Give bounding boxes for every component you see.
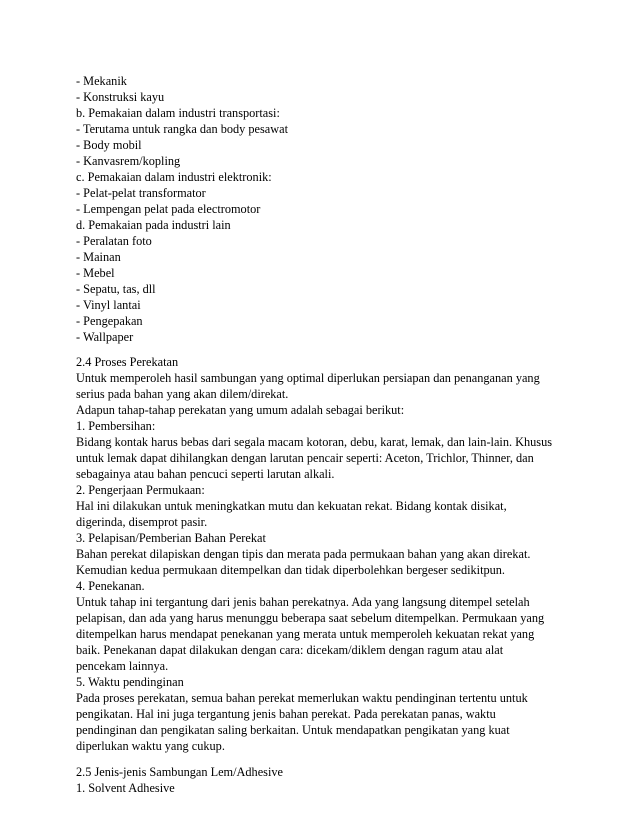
text-line: - Vinyl lantai	[76, 298, 141, 312]
text-line: pencekam lainnya.	[76, 659, 169, 673]
text-line: Adapun tahap-tahap perekatan yang umum adalah sebagai berikut:	[76, 403, 405, 417]
text-line: - Sepatu, tas, dll	[76, 282, 156, 296]
text-line: - Mebel	[76, 266, 115, 280]
text-line: pelapisan, dan ada yang harus menunggu beberapa saat sebelum ditempelkan. Permukaan yang	[76, 611, 545, 625]
text-line: Untuk memperoleh hasil sambungan yang optimal diperlukan persiapan dan penanganan yang	[76, 371, 540, 385]
text-line: Bahan perekat dilapiskan dengan tipis dan merata pada permukaan bahan yang akan direkat.	[76, 547, 531, 561]
text-line: - Kanvasrem/kopling	[76, 154, 181, 168]
text-line: Untuk tahap ini tergantung dari jenis bahan perekatnya. Ada yang langsung ditempel setelah	[76, 595, 530, 609]
text-line: - Pelat-pelat transformator	[76, 186, 206, 200]
text-line: 1. Pembersihan:	[76, 419, 156, 433]
text-line: serius pada bahan yang akan dilem/direkat.	[76, 387, 289, 401]
text-line: 4. Penekanan.	[76, 579, 145, 593]
text-line: - Mainan	[76, 250, 121, 264]
text-line: d. Pemakaian pada industri lain	[76, 218, 231, 232]
text-line: Kemudian kedua permukaan ditempelkan dan tidak diperbolehkan bergeser sedikitpun.	[76, 563, 506, 577]
text-line: pengikatan. Hal ini juga tergantung jenis bahan perekat. Pada perekatan panas, waktu	[76, 707, 496, 721]
text-line: baik. Penekanan dapat dilakukan dengan cara: dicekam/diklem dengan ragum atau alat	[76, 643, 504, 657]
text-line: 1. Solvent Adhesive	[76, 781, 175, 795]
text-line: Pada proses perekatan, semua bahan perekat memerlukan waktu pendinginan tertentu untuk	[76, 691, 528, 705]
text-line: - Mekanik	[76, 74, 127, 88]
section-heading: 2.4 Proses Perekatan	[76, 355, 179, 369]
text-line: - Konstruksi kayu	[76, 90, 165, 104]
section-heading: 2.5 Jenis-jenis Sambungan Lem/Adhesive	[76, 765, 283, 779]
text-line: diperlukan waktu yang cukup.	[76, 739, 225, 753]
text-line: - Pengepakan	[76, 314, 143, 328]
text-line: - Wallpaper	[76, 330, 134, 344]
text-line: Hal ini dilakukan untuk meningkatkan mutu dan kekuatan rekat. Bidang kontak disikat,	[76, 499, 507, 513]
text-line: c. Pemakaian dalam industri elektronik:	[76, 170, 272, 184]
text-line: b. Pemakaian dalam industri transportasi:	[76, 106, 280, 120]
text-line: - Peralatan foto	[76, 234, 152, 248]
text-line: digerinda, disemprot pasir.	[76, 515, 208, 529]
text-line: Bidang kontak harus bebas dari segala macam kotoran, debu, karat, lemak, dan lain-lain. Khusus	[76, 435, 553, 449]
text-line: - Body mobil	[76, 138, 142, 152]
text-line: 3. Pelapisan/Pemberian Bahan Perekat	[76, 531, 266, 545]
text-line: - Lempengan pelat pada electromotor	[76, 202, 261, 216]
text-line: ditempelkan harus mendapat penekanan yang merata untuk memperoleh kekuatan rekat yang	[76, 627, 535, 641]
text-line: sebagainya atau bahan pencuci seperti larutan alkali.	[76, 467, 335, 481]
text-line: pendinginan dan pengikatan saling berkaitan. Untuk mendapatkan pengikatan yang kuat	[76, 723, 510, 737]
text-line: 2. Pengerjaan Permukaan:	[76, 483, 205, 497]
text-line: 5. Waktu pendinginan	[76, 675, 184, 689]
text-line: - Terutama untuk rangka dan body pesawat	[76, 122, 288, 136]
text-line: untuk lemak dapat dihilangkan dengan larutan pencair seperti: Aceton, Trichlor, Thinner, dan	[76, 451, 534, 465]
